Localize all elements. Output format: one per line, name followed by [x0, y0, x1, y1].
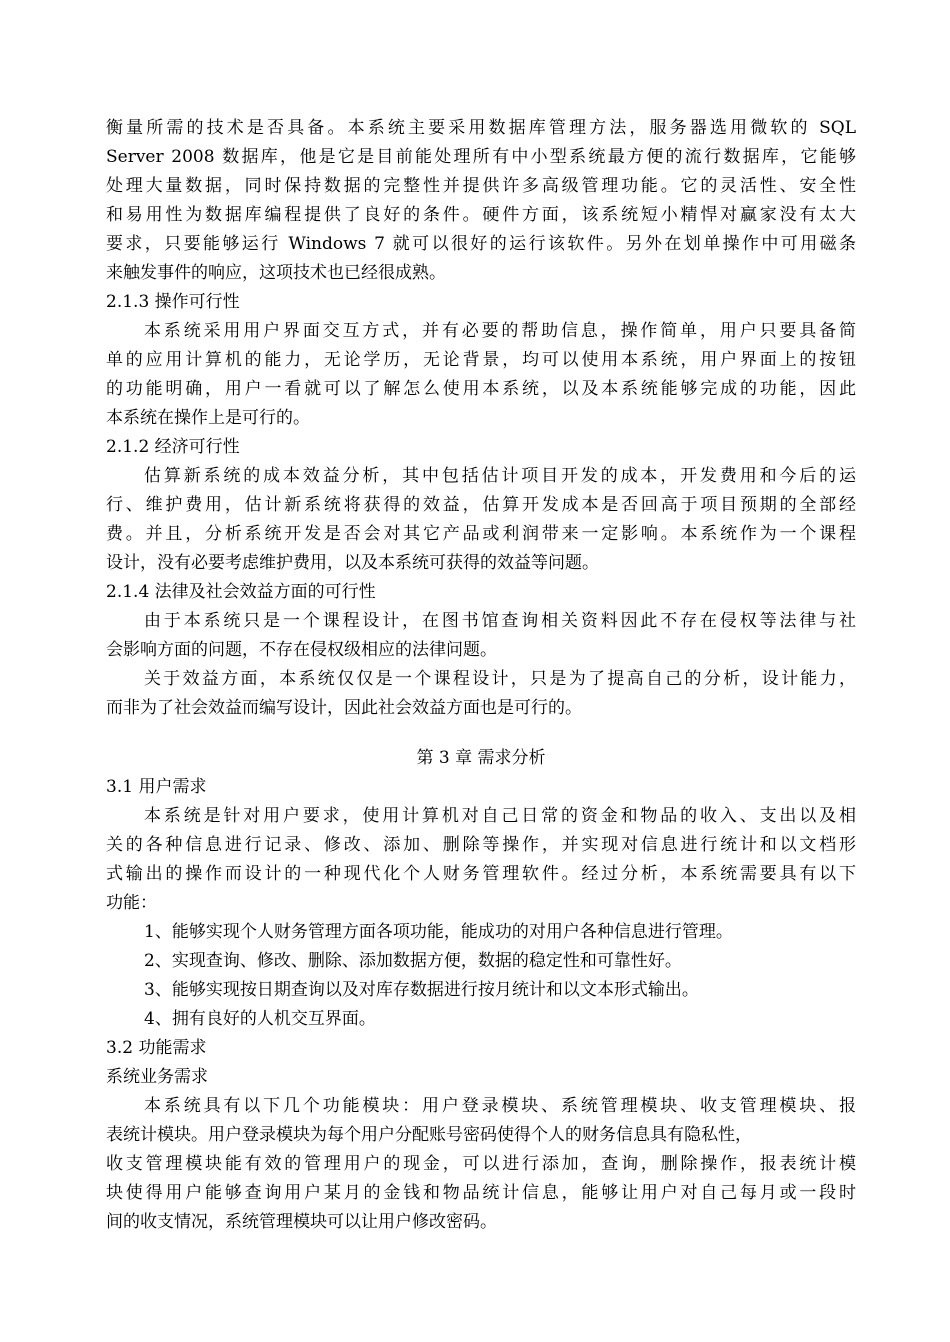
text-line: 费。并且，分析系统开发是否会对其它产品或利润带来一定影响。本系统作为一个课程	[106, 524, 856, 544]
text-line: 本系统是针对用户要求，使用计算机对自己日常的资金和物品的收入、支出以及相	[144, 806, 856, 826]
section-heading: 2.1.4 法律及社会效益方面的可行性	[106, 582, 376, 602]
text-line: 估算新系统的成本效益分析，其中包括估计项目开发的成本，开发费用和今后的运	[144, 466, 856, 486]
chapter-3-section	[106, 744, 856, 1237]
text-line: 设计，没有必要考虑维护费用，以及本系统可获得的效益等问题。	[106, 553, 599, 573]
text-line: 块使得用户能够查询用户某月的金钱和物品统计信息，能够让用户对自己每月或一段时	[106, 1183, 856, 1203]
text-line: 来触发事件的响应，这项技术也已经很成熟。	[106, 263, 446, 283]
text-line: 要求，只要能够运行 Windows 7 就可以很好的运行该软件。另外在划单操作中可用磁条	[106, 234, 856, 254]
text-line: 本系统在操作上是可行的。	[106, 408, 310, 428]
text-line: 本系统采用用户界面交互方式，并有必要的帮助信息，操作简单，用户只要具备简	[144, 321, 856, 341]
text-line: 关的各种信息进行记录、修改、添加、删除等操作，并实现对信息进行统计和以文档形	[106, 835, 856, 855]
text-line: 处理大量数据，同时保持数据的完整性并提供许多高级管理功能。它的灵活性、安全性	[106, 176, 856, 196]
section-heading: 3.2 功能需求	[106, 1038, 207, 1058]
text-line: 收支管理模块能有效的管理用户的现金，可以进行添加，查询，删除操作，报表统计模	[106, 1154, 856, 1174]
text-line: 会影响方面的问题，不存在侵权级相应的法律问题。	[106, 640, 497, 660]
section-heading: 2.1.3 操作可行性	[106, 292, 240, 312]
text-line: 行、维护费用，估计新系统将获得的效益，估算开发成本是否回高于项目预期的全部经	[106, 495, 856, 515]
chapter-title: 第 3 章 需求分析	[416, 748, 546, 768]
text-line: 本系统具有以下几个功能模块：用户登录模块、系统管理模块、收支管理模块、报	[144, 1096, 856, 1116]
subsection-heading: 系统业务需求	[106, 1067, 208, 1087]
list-item: 2、实现查询、修改、删除、添加数据方便，数据的稳定性和可靠性好。	[144, 951, 682, 971]
text-line: 的功能明确，用户一看就可以了解怎么使用本系统，以及本系统能够完成的功能，因此	[106, 379, 856, 399]
list-item: 1、能够实现个人财务管理方面各项功能，能成功的对用户各种信息进行管理。	[144, 922, 733, 942]
text-line: 表统计模块。用户登录模块为每个用户分配账号密码使得个人的财务信息具有隐私性，	[106, 1125, 752, 1145]
text-line: 单的应用计算机的能力，无论学历，无论背景，均可以使用本系统，用户界面上的按钮	[106, 350, 856, 370]
text-line: Server 2008 数据库，他是它是目前能处理所有中小型系统最方便的流行数据库，它能够	[106, 147, 856, 167]
paragraph-technical-feasibility	[106, 114, 856, 723]
text-line: 关于效益方面，本系统仅仅是一个课程设计，只是为了提高自己的分析，设计能力，	[144, 669, 856, 689]
text-line: 衡量所需的技术是否具备。本系统主要采用数据库管理方法，服务器选用微软的 SQL	[106, 118, 856, 138]
list-item: 3、能够实现按日期查询以及对库存数据进行按月统计和以文本形式输出。	[144, 980, 699, 1000]
text-line: 功能：	[106, 893, 157, 913]
list-item: 4、拥有良好的人机交互界面。	[144, 1009, 376, 1029]
text-line: 而非为了社会效益而编写设计，因此社会效益方面也是可行的。	[106, 698, 582, 718]
text-line: 由于本系统只是一个课程设计，在图书馆查询相关资料因此不存在侵权等法律与社	[144, 611, 856, 631]
text-line: 和易用性为数据库编程提供了良好的条件。硬件方面，该系统短小精悍对赢家没有太大	[106, 205, 856, 225]
section-heading: 3.1 用户需求	[106, 777, 207, 797]
text-line: 间的收支情况，系统管理模块可以让用户修改密码。	[106, 1212, 497, 1232]
text-line: 式输出的操作而设计的一种现代化个人财务管理软件。经过分析，本系统需要具有以下	[106, 864, 856, 884]
section-heading: 2.1.2 经济可行性	[106, 437, 240, 457]
